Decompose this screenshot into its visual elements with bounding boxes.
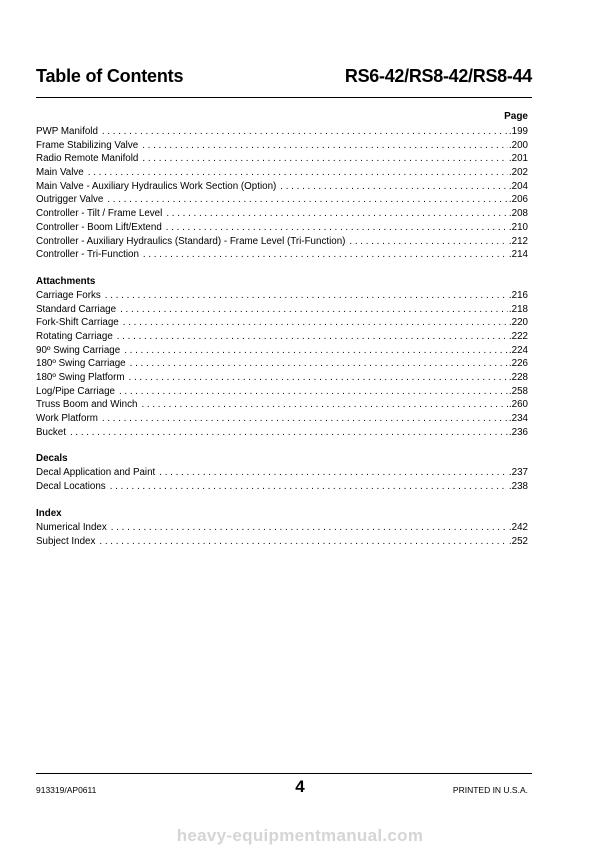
toc-entry-title: Main Valve - Auxiliary Hydraulics Work Section (Option) — [36, 180, 277, 192]
toc-entry[interactable] — [36, 316, 528, 330]
dot-leader — [119, 385, 508, 399]
toc-entry-title: Radio Remote Manifold — [36, 153, 139, 165]
dot-leader — [130, 357, 508, 371]
dot-leader — [102, 412, 508, 426]
toc-entry-title: Decal Locations — [36, 481, 106, 493]
toc-entry-page: .210 — [508, 221, 528, 233]
toc-sections — [36, 275, 528, 548]
toc-entry-page: .200 — [508, 139, 528, 151]
toc-entry[interactable] — [36, 248, 528, 262]
toc-entry-title: Carriage Forks — [36, 289, 101, 301]
toc-entry[interactable] — [36, 412, 528, 426]
toc-entry-title: Truss Boom and Winch — [36, 399, 138, 411]
toc-entry-page: .212 — [508, 235, 528, 247]
toc-entry[interactable] — [36, 385, 528, 399]
toc-entry[interactable] — [36, 180, 528, 194]
toc-entry[interactable] — [36, 193, 528, 207]
dot-leader — [111, 521, 508, 535]
toc-entry[interactable] — [36, 466, 528, 480]
toc-entry-title: Main Valve — [36, 167, 84, 179]
toc-entry-title: Decal Application and Paint — [36, 467, 156, 479]
dot-leader — [166, 221, 508, 235]
toc-entry-page: .218 — [508, 303, 528, 315]
table-of-contents — [36, 125, 528, 548]
dot-leader — [105, 289, 508, 303]
toc-entry-page: .224 — [508, 344, 528, 356]
toc-entry[interactable] — [36, 166, 528, 180]
toc-entry-page: .201 — [508, 153, 528, 165]
toc-entry-page: .220 — [508, 317, 528, 329]
model-title: RS6-42/RS8-42/RS8-44 — [344, 66, 532, 86]
toc-entry-page: .216 — [508, 289, 528, 301]
toc-entry-title: 180º Swing Carriage — [36, 358, 126, 370]
toc-section-heading: Index — [36, 507, 62, 519]
toc-entry-title: Work Platform — [36, 413, 98, 425]
toc-entry-title: Controller - Auxiliary Hydraulics (Standard) - Frame Level (Tri-Function) — [36, 235, 346, 247]
footer-divider — [36, 773, 532, 774]
toc-entry[interactable] — [36, 426, 528, 440]
toc-entry-title: Subject Index — [36, 535, 96, 547]
toc-entry-page: .234 — [508, 413, 528, 425]
toc-entry-page: .226 — [508, 358, 528, 370]
toc-entry-page: .222 — [508, 330, 528, 342]
toc-entry[interactable] — [36, 125, 528, 139]
toc-section-heading: Decals — [36, 453, 68, 465]
dot-leader — [159, 466, 508, 480]
toc-entry-title: Bucket — [36, 426, 66, 438]
toc-entry[interactable] — [36, 371, 528, 385]
toc-entry-title: Standard Carriage — [36, 303, 117, 315]
toc-entry-page: .202 — [508, 167, 528, 179]
dot-leader — [102, 125, 508, 139]
toc-entry[interactable] — [36, 480, 528, 494]
dot-leader — [349, 235, 508, 249]
toc-entry-title: Log/Pipe Carriage — [36, 385, 115, 397]
header-divider — [36, 97, 532, 98]
toc-entry[interactable] — [36, 152, 528, 166]
toc-entry[interactable] — [36, 330, 528, 344]
toc-entry-page: .228 — [508, 372, 528, 383]
dot-leader — [99, 535, 508, 549]
dot-leader — [141, 398, 507, 412]
toc-entry-page: .260 — [508, 399, 528, 411]
toc-entry-title: Rotating Carriage — [36, 330, 113, 342]
toc-entry-title: Outrigger Valve — [36, 194, 104, 206]
page-header — [36, 66, 532, 92]
toc-entry-page: .242 — [508, 521, 528, 533]
toc-entry-page: .206 — [508, 194, 528, 206]
toc-entry[interactable] — [36, 398, 528, 412]
dot-leader — [120, 303, 508, 317]
toc-entry[interactable] — [36, 289, 528, 303]
toc-entry-title: Controller - Boom Lift/Extend — [36, 221, 162, 233]
dot-leader — [280, 180, 508, 194]
toc-entry[interactable] — [36, 344, 528, 358]
toc-entry[interactable] — [36, 221, 528, 235]
toc-entry-title: Frame Stabilizing Valve — [36, 139, 139, 151]
watermark: heavy-equipmentmanual.com — [176, 826, 424, 845]
toc-section-heading: Attachments — [36, 275, 96, 287]
toc-section — [36, 452, 528, 493]
toc-entry[interactable] — [36, 303, 528, 317]
dot-leader — [110, 480, 508, 494]
toc-entry[interactable] — [36, 535, 528, 549]
toc-entry[interactable] — [36, 235, 528, 249]
toc-entry[interactable] — [36, 357, 528, 371]
toc-entry-title: Numerical Index — [36, 521, 107, 533]
toc-entry-title: PWP Manifold — [36, 126, 98, 137]
toc-main-list — [36, 125, 528, 262]
toc-entry-page: .208 — [508, 208, 528, 220]
page-number: 4 — [295, 777, 305, 796]
toc-entry-page: .236 — [508, 426, 528, 438]
toc-entry-title: Controller - Tri-Function — [36, 249, 139, 261]
toc-entry-title: Fork-Shift Carriage — [36, 317, 119, 329]
toc-entry[interactable] — [36, 207, 528, 221]
toc-entry[interactable] — [36, 521, 528, 535]
toc-entry-page: .258 — [508, 385, 528, 397]
toc-entry-page: .238 — [508, 481, 528, 493]
dot-leader — [123, 316, 508, 330]
dot-leader — [107, 193, 508, 207]
dot-leader — [129, 371, 508, 385]
toc-entry-title: Controller - Tilt / Frame Level — [36, 208, 163, 220]
toc-entry-page: .214 — [508, 249, 528, 261]
dot-leader — [166, 207, 508, 221]
toc-entry-title: 180º Swing Platform — [36, 372, 125, 383]
dot-leader — [143, 248, 508, 262]
toc-entry-page: .204 — [508, 180, 528, 192]
page-title: Table of Contents — [36, 66, 184, 86]
dot-leader — [117, 330, 508, 344]
document-number: 913319/AP0611 — [36, 785, 97, 795]
toc-entry-title: 90º Swing Carriage — [36, 344, 121, 356]
printed-note: PRINTED IN U.S.A. — [452, 785, 528, 795]
toc-entry-page: .237 — [508, 467, 528, 479]
dot-leader — [142, 152, 508, 166]
toc-section — [36, 507, 528, 548]
toc-section — [36, 275, 528, 440]
page-column-label: Page — [504, 111, 528, 122]
dot-leader — [88, 166, 508, 180]
toc-entry[interactable] — [36, 139, 528, 153]
toc-entry-page: .252 — [508, 535, 528, 547]
dot-leader — [124, 344, 508, 358]
toc-entry-page: .199 — [508, 126, 528, 137]
dot-leader — [70, 426, 508, 440]
dot-leader — [142, 139, 508, 153]
